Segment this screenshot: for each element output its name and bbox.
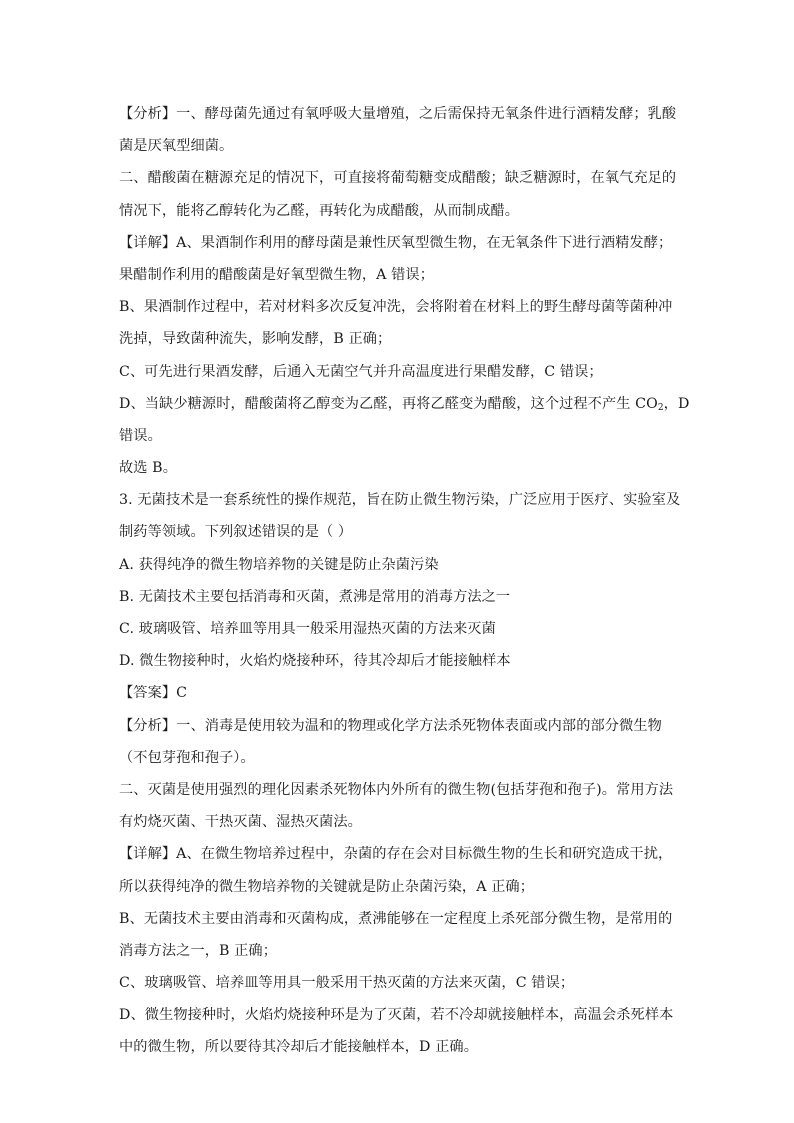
option-d: D. 微生物接种时，火焰灼烧接种环，待其冷却后才能接触样本 — [119, 653, 511, 670]
text-line: B、果酒制作过程中，若对材料多次反复冲洗，会将附着在材料上的野生酵母菌等菌种冲 — [119, 299, 673, 316]
text-line: C、可先进行果酒发酵，后通入无菌空气并升高温度进行果醋发酵，C 错误； — [119, 363, 603, 380]
document-page — [119, 98, 690, 1064]
text-line: 菌是厌氧型细菌。 — [119, 138, 234, 155]
line-text-after: ，D — [663, 395, 690, 412]
text-line: 【分析】一、消毒是使用较为温和的物理或化学方法杀死物体表面或内部的部分微生物 — [119, 717, 662, 734]
text-line: （不包芽孢和孢子）。 — [119, 749, 255, 766]
text-line: 二、醋酸菌在糖源充足的情况下，可直接将葡萄糖变成醋酸；缺乏糖源时，在氧气充足的 — [119, 170, 677, 187]
text-line: 中的微生物，所以要待其冷却后才能接触样本，D 正确。 — [119, 1039, 478, 1056]
text-line: 消毒方法之一，B 正确； — [119, 942, 278, 959]
question-stem: 3. 无菌技术是一套系统性的操作规范，旨在防止微生物污染，广泛应用于医疗、实验室及 — [119, 492, 681, 509]
text-line: 有灼烧灭菌、干热灭菌、湿热灭菌法。 — [119, 814, 362, 831]
option-c: C. 玻璃吸管、培养皿等用具一般采用湿热灭菌的方法来灭菌 — [119, 621, 496, 637]
text-line: 洗掉，导致菌种流失，影响发酵，B 正确； — [119, 331, 392, 348]
text-line: 错误。 — [119, 427, 162, 444]
question-stem: 制药等领域。下列叙述错误的是（ ） — [119, 524, 353, 541]
text-line: 果醋制作利用的醋酸菌是好氧型微生物，A 错误； — [119, 266, 434, 283]
text-line: B、无菌技术主要由消毒和灭菌构成，煮沸能够在一定程度上杀死部分微生物，是常用的 — [119, 910, 673, 927]
text-line: 【详解】A、果酒制作利用的酵母菌是兼性厌氧型微生物，在无氧条件下进行酒精发酵； — [119, 234, 673, 251]
subscript: 2 — [657, 402, 664, 413]
text-line: D、微生物接种时，火焰灼烧接种环是为了灭菌，若不冷却就接触样本，高温会杀死样本 — [119, 1007, 674, 1024]
text-line: 故选 B。 — [119, 460, 177, 477]
line-text-before: D、当缺少糖源时，醋酸菌将乙醇变为乙醛，再将乙醛变为醋酸，这个过程不产生 CO — [119, 395, 658, 412]
text-line-with-subscript — [119, 388, 690, 420]
text-line: 【分析】一、酵母菌先通过有氧呼吸大量增殖，之后需保持无氧条件进行酒精发酵；乳酸 — [119, 106, 677, 122]
text-line: 【详解】A、在微生物培养过程中，杂菌的存在会对目标微生物的生长和研究造成干扰， — [119, 846, 673, 863]
text-line: 情况下，能将乙醇转化为乙醛，再转化为成醋酸，从而制成醋。 — [119, 202, 520, 219]
option-a: A. 获得纯净的微生物培养物的关键是防止杂菌污染 — [119, 556, 439, 573]
text-line: C、玻璃吸管、培养皿等用具一般采用干热灭菌的方法来灭菌，C 错误； — [119, 975, 575, 992]
text-line: 二、灭菌是使用强烈的理化因素杀死物体内外所有的微生物(包括芽孢和孢子)。常用方法 — [119, 781, 674, 798]
option-b: B. 无菌技术主要包括消毒和灭菌，煮沸是常用的消毒方法之一 — [119, 588, 511, 605]
text-line: 所以获得纯净的微生物培养物的关键就是防止杂菌污染，A 正确； — [119, 878, 535, 895]
answer-line: 【答案】C — [119, 685, 188, 702]
